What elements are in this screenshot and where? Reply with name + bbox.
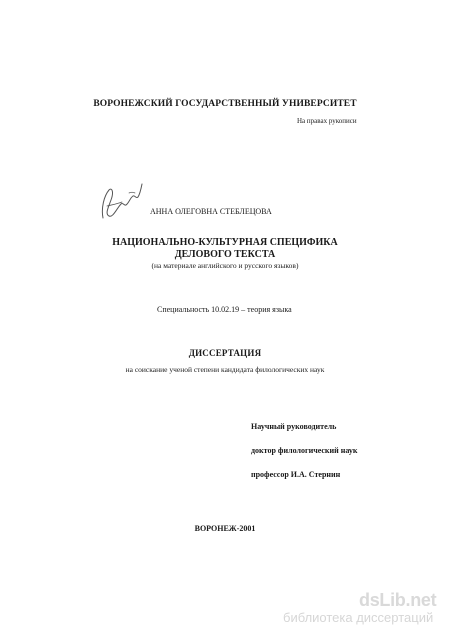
title-line-1: НАЦИОНАЛЬНО-КУЛЬТУРНАЯ СПЕЦИФИКА (112, 237, 338, 248)
handwritten-signature (95, 178, 147, 223)
supervisor-name: профессор И.А. Стернин (251, 470, 341, 479)
degree-purpose: на соискание ученой степени кандидата филологических наук (125, 365, 325, 374)
city-year: ВОРОНЕЖ-2001 (194, 524, 256, 533)
rights-note: На правах рукописи (297, 117, 357, 125)
supervisor-role: Научный руководитель (251, 422, 337, 431)
watermark-text: библиотека диссертаций (283, 610, 434, 625)
university-heading: ВОРОНЕЖСКИЙ ГОСУДАРСТВЕННЫЙ УНИВЕРСИТЕТ (93, 99, 357, 109)
author-name: АННА ОЛЕГОВНА СТЕБЛЕЦОВА (150, 207, 272, 216)
specialty-line: Специальность 10.02.19 – теория языка (157, 305, 292, 314)
watermark-logo: dsLib.net (359, 590, 437, 610)
document-type: ДИССЕРТАЦИЯ (188, 348, 262, 358)
supervisor-degree: доктор филологический наук (251, 446, 358, 455)
title-subtitle: (на материале английского и русского языков) (151, 261, 299, 270)
title-line-2: ДЕЛОВОГО ТЕКСТА (174, 249, 276, 260)
